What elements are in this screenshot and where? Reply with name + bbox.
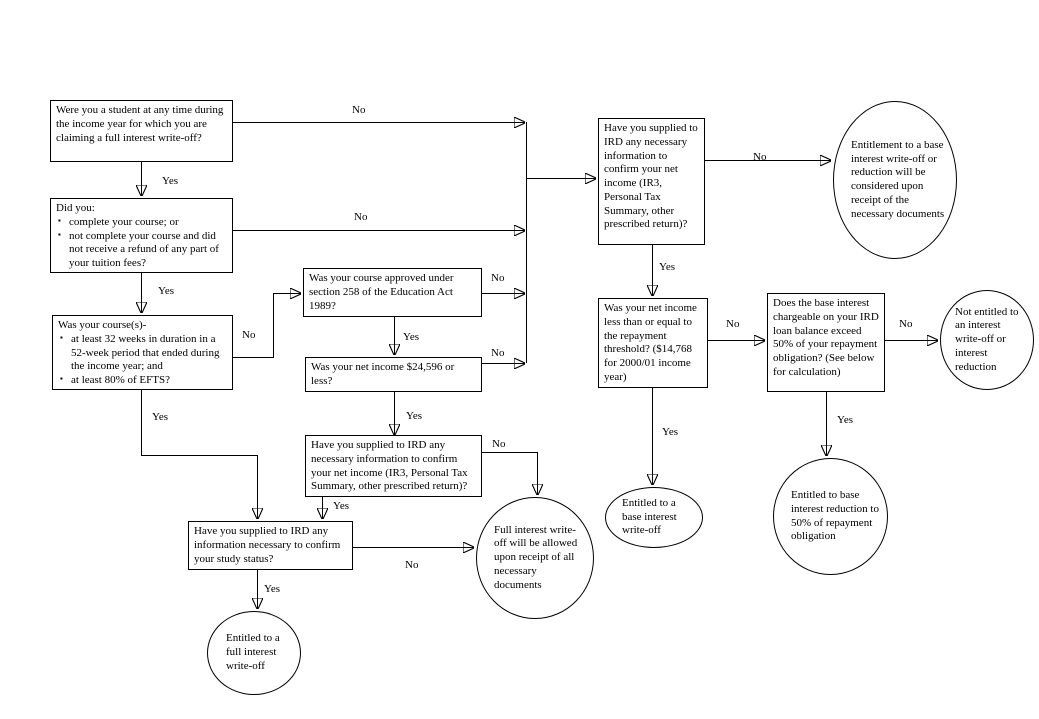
edge-label-study-no: No [405, 559, 419, 571]
edge-label-duration-yes: Yes [152, 411, 169, 423]
bullet-list [58, 333, 227, 388]
edge-label-threshold-no: No [726, 318, 740, 330]
edge-suppliedmid-no [482, 453, 538, 496]
edge-label-complete-no: No [354, 211, 368, 223]
node-q-income-threshold: Was your net income less than or equal to the repayment threshold? ($14,768 for 2000/01 income year) [598, 298, 708, 388]
edge-label-suppliedtop-no: No [753, 151, 767, 163]
edge-duration-yes [142, 390, 258, 519]
bullet-item: ▪ at least 32 weeks in duration in a 52-week period that ended during the income year; and [58, 333, 227, 374]
edge-label-suppliedtop-yes: Yes [659, 261, 676, 273]
edge-label-student-yes: Yes [162, 175, 179, 187]
node-q-study-status: Have you supplied to IRD any information necessary to confirm your study status? [188, 521, 353, 570]
node-outcome-base-writeoff: Entitled to a base interest write-off [605, 487, 703, 548]
node-outcome-full-writeoff: Entitled to a full interest write-off [207, 611, 301, 695]
edge-label-baseinterest-yes: Yes [837, 414, 854, 426]
edge-label-suppliedmid-no: No [492, 438, 506, 450]
node-outcome-base-reduction: Entitled to base interest reduction to 50% of repayment obligation [773, 458, 888, 575]
node-q-course-approved: Was your course approved under section 258 of the Education Act 1989? [303, 268, 482, 317]
edge-label-income24596-no: No [491, 347, 505, 359]
node-q-course-duration [52, 315, 233, 390]
edge-label-student-no: No [352, 104, 366, 116]
node-outcome-entitlement-considered: Entitlement to a base interest write-off or reduction will be considered upon receipt of the necessary documents [833, 101, 957, 259]
bullet-item: ▪ complete your course; or [56, 216, 227, 230]
edge-label-income24596-yes: Yes [406, 410, 423, 422]
edge-label-baseinterest-no: No [899, 318, 913, 330]
bullet-item: ▪ not complete your course and did not receive a refund of any part of your tuition fees? [56, 230, 227, 271]
node-q-base-interest-exceed: Does the base interest chargeable on your IRD loan balance exceed 50% of your repayment obligation? (See below for calculation) [767, 293, 885, 392]
node-q-supplied-net-income-top: Have you supplied to IRD any necessary information to confirm your net income (IR3, Personal Tax Summary, other prescribed return)? [598, 118, 705, 245]
bullet-list [56, 216, 227, 271]
node-q-supplied-net-income-mid: Have you supplied to IRD any necessary information to confirm your net income (IR3, Personal Tax Summary, other prescribed return)? [305, 435, 482, 497]
node-intro: Was your course(s)- [58, 319, 147, 331]
edge-label-duration-no: No [242, 329, 256, 341]
node-outcome-full-writeoff-on-receipt: Full interest write-off will be allowed upon receipt of all necessary documents [476, 497, 594, 619]
edge-label-study-yes: Yes [264, 583, 281, 595]
edge-label-approved-no: No [491, 272, 505, 284]
edge-label-threshold-yes: Yes [662, 426, 679, 438]
edge-duration-no [233, 294, 301, 358]
edge-label-approved-yes: Yes [403, 331, 420, 343]
node-outcome-not-entitled: Not entitled to an interest write-off or interest reduction [940, 290, 1034, 390]
node-intro: Did you: [56, 202, 95, 214]
node-q-net-income-24596: Was your net income $24,596 or less? [305, 357, 482, 392]
edge-label-complete-yes: Yes [158, 285, 175, 297]
node-q-student: Were you a student at any time during the income year for which you are claiming a full interest write-off? [50, 100, 233, 162]
edge-label-suppliedmid-yes: Yes [333, 500, 350, 512]
bullet-item: ▪ at least 80% of EFTS? [58, 374, 227, 388]
node-q-course-complete [50, 198, 233, 273]
